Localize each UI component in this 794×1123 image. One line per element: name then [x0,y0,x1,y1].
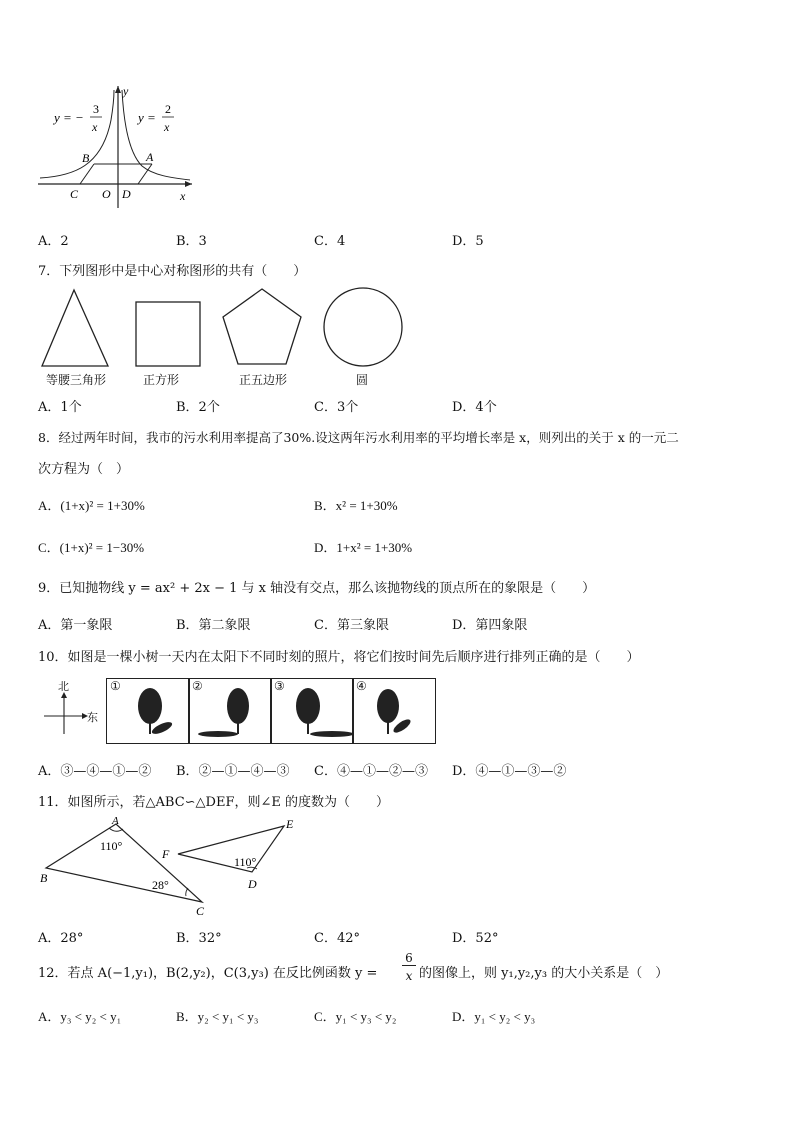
svg-text:C: C [196,904,205,918]
shape-label-circle: 圆 [356,373,369,387]
panel-number-3: ③ [274,679,285,693]
q9-option-d[interactable]: D．第四象限 [452,618,528,633]
shape-label-pentagon: 正五边形 [239,373,288,387]
q8-stem-line2: 次方程为（ ） [38,462,130,477]
q10-stem: 10．如图是一棵小树一天内在太阳下不同时刻的照片，将它们按时间先后顺序进行排列正确的是（ ） [38,650,640,665]
q6-option-c[interactable]: C．4 [314,234,346,249]
svg-text:E: E [286,817,294,831]
q10-option-d[interactable]: D．④—①—③—② [452,764,567,779]
q11-stem: 11．如图所示，若△ABC∽△DEF，则∠E 的度数为（ ） [38,795,390,810]
q9-option-c[interactable]: C．第三象限 [314,618,389,633]
q9-stem: 9．已知抛物线 y = ax² + 2x − 1 与 x 轴没有交点，那么该抛物线的顶点所在的象限是（ ） [38,581,596,596]
compass-east-label: 东 [87,711,98,724]
hyperbola-graph [34,80,204,210]
shape-label-square: 正方形 [143,373,180,387]
regular-pentagon-shape [223,289,301,364]
square-shape [136,302,200,366]
q11-option-b[interactable]: B．32° [176,931,222,946]
svg-text:2: 2 [165,102,171,116]
q9-option-a[interactable]: A．第一象限 [38,618,113,633]
panel-number-1: ① [110,679,121,693]
similar-triangles-figure [36,814,316,920]
svg-text:D: D [122,187,131,201]
isosceles-triangle-shape [42,290,108,366]
svg-text:3: 3 [93,102,99,116]
svg-text:x: x [164,120,170,134]
q6-option-b[interactable]: B．3 [176,234,207,249]
svg-text:110°: 110° [100,839,123,853]
q8-option-d[interactable]: D．1+x² = 1+30% [314,540,413,555]
right-hyperbola [122,90,190,180]
left-function-label: y = − [54,110,84,125]
tree-silhouettes [106,678,436,744]
svg-text:B: B [82,151,90,165]
svg-text:x: x [180,189,186,203]
q10-option-a[interactable]: A．③—④—①—② [38,764,152,779]
tree-panel-1 [138,688,174,736]
q6-option-a[interactable]: A．2 [38,234,69,249]
q9-option-b[interactable]: B．第二象限 [176,618,251,633]
shapes-figure [36,286,416,368]
q12-fraction-denominator: x [405,969,413,983]
circle-shape [324,288,402,366]
triangle-abc [46,824,202,902]
q12-stem-part2: 的图像上，则 y₁,y₂,y₃ 的大小关系是（ ） [419,966,669,981]
right-function-label: y = [138,110,156,125]
q8-option-a[interactable]: A．(1+x)² = 1+30% [38,498,145,513]
q12-option-a[interactable]: A．y₃ < y₂ < y₁ [38,1009,122,1024]
q7-option-a[interactable]: A．1个 [38,400,82,415]
q11-option-a[interactable]: A．28° [38,931,84,946]
q11-option-c[interactable]: C．42° [314,931,360,946]
q8-option-c[interactable]: C．(1+x)² = 1−30% [38,540,145,555]
triangle-def [178,826,284,872]
q8-stem-line1: 8．经过两年时间，我市的污水利用率提高了30%.设这两年污水利用率的平均增长率是 x，则列出的关于 x 的一元二 [38,430,679,445]
q7-option-d[interactable]: D．4个 [452,400,497,415]
svg-text:x: x [92,120,98,134]
svg-text:110°: 110° [234,855,257,869]
compass-north-label: 北 [58,680,69,693]
shape-label-triangle: 等腰三角形 [46,373,107,387]
q12-option-d[interactable]: D．y₁ < y₂ < y₃ [452,1009,536,1024]
svg-text:D: D [248,877,257,891]
tree-panel-4 [377,689,412,735]
q12-fraction-numerator: 6 [402,951,416,966]
q10-option-b[interactable]: B．②—①—④—③ [176,764,290,779]
panel-number-4: ④ [356,679,367,693]
q12-option-c[interactable]: C．y₁ < y₃ < y₂ [314,1009,397,1024]
panel-number-2: ② [192,679,203,693]
tree-panel-3 [296,688,354,737]
svg-text:y: y [123,84,129,98]
svg-text:B: B [40,871,48,885]
compass-figure [40,678,104,738]
svg-text:A: A [146,150,154,164]
q7-stem: 7．下列图形中是中心对称图形的共有（ ） [38,264,307,279]
svg-text:28°: 28° [152,878,169,892]
q12-stem-part1: 12．若点 A(−1,y₁)，B(2,y₂)，C(3,y₃) 在反比例函数 y = [38,966,378,981]
q12-option-b[interactable]: B．y₂ < y₁ < y₃ [176,1009,259,1024]
svg-text:A: A [112,815,119,827]
svg-text:C: C [70,187,79,201]
q7-option-b[interactable]: B．2个 [176,400,220,415]
q8-option-b[interactable]: B．x² = 1+30% [314,498,398,513]
q7-option-c[interactable]: C．3个 [314,400,359,415]
svg-text:O: O [102,187,111,201]
q6-option-d[interactable]: D．5 [452,234,484,249]
q11-option-d[interactable]: D．52° [452,931,499,946]
tree-panel-2 [198,688,249,737]
q10-option-c[interactable]: C．④—①—②—③ [314,764,428,779]
svg-text:F: F [162,847,170,861]
left-hyperbola [40,90,114,178]
